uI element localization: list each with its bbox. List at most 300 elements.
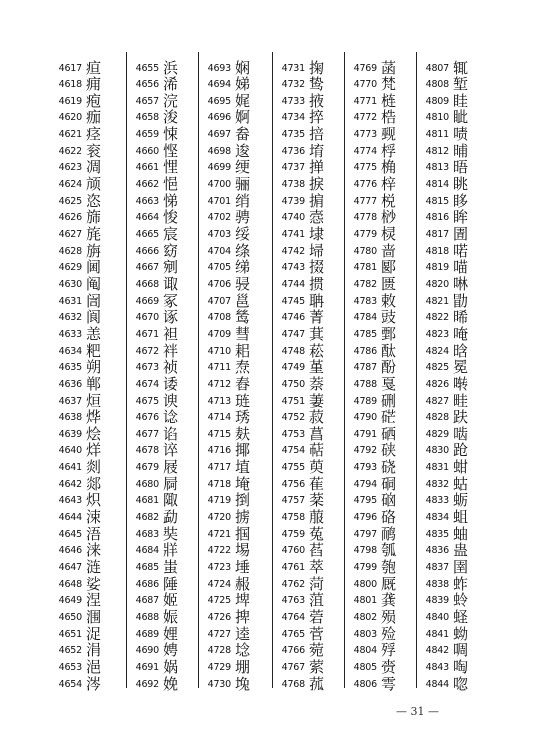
entry-number: 4837	[425, 562, 449, 573]
entry-character: 掬	[309, 58, 325, 77]
entry-character: 埸	[235, 541, 251, 560]
entry-column	[126, 52, 197, 693]
entry-number: 4639	[58, 428, 82, 440]
entry-character: 蛄	[453, 474, 469, 493]
entry-character: 圊	[453, 225, 469, 243]
entry-character: 绡	[235, 191, 251, 210]
entry-number: 4700	[207, 179, 231, 191]
entry-row	[201, 674, 250, 694]
entry-character: 颃	[86, 175, 102, 194]
entry-number: 4712	[207, 378, 231, 390]
entry-number: 4805	[353, 661, 377, 673]
entry-character: 娣	[235, 75, 251, 94]
entry-character: 琇	[235, 408, 251, 427]
entry-number: 4710	[207, 345, 231, 357]
entry-character: 屐	[163, 458, 179, 477]
entry-number: 4806	[353, 678, 377, 690]
entry-number: 4618	[58, 79, 82, 91]
entry-character: 殍	[381, 641, 397, 660]
entry-character: 勐	[163, 508, 179, 527]
entry-number: 4701	[207, 195, 231, 207]
entry-number: 4754	[281, 445, 305, 457]
entry-number: 4682	[135, 512, 159, 524]
entry-number: 4822	[425, 312, 449, 324]
entry-number: 4637	[58, 395, 82, 407]
entry-character: 掇	[309, 258, 325, 277]
entry-number: 4832	[425, 478, 449, 490]
entry-number: 4747	[281, 328, 305, 340]
entry-character: 陬	[163, 491, 179, 510]
entry-character: 娉	[163, 641, 179, 660]
entry-number: 4729	[207, 661, 231, 673]
entry-character: 宸	[163, 225, 179, 243]
entry-character: 剜	[163, 258, 179, 277]
entry-number: 4684	[135, 545, 159, 557]
entry-character: 疱	[86, 91, 102, 110]
entry-character: 啮	[453, 424, 469, 443]
entry-character: 痂	[86, 108, 102, 127]
entry-number: 4620	[58, 112, 82, 124]
entry-number: 4686	[135, 578, 159, 590]
entry-number: 4746	[281, 312, 305, 324]
entry-number: 4624	[58, 179, 82, 191]
entry-character: 梓	[381, 175, 397, 194]
entry-number: 4663	[135, 195, 159, 207]
entry-number: 4804	[353, 645, 377, 657]
entry-number: 4772	[353, 112, 377, 124]
entry-character: 菹	[309, 591, 325, 610]
entry-character: 袢	[163, 341, 179, 360]
entry-character: 琏	[235, 391, 251, 410]
entry-number: 4779	[353, 229, 377, 240]
entry-number: 4675	[135, 395, 159, 407]
entry-character: 婀	[235, 108, 251, 127]
entry-number: 4687	[135, 595, 159, 607]
entry-number: 4711	[207, 362, 231, 374]
entry-column	[272, 52, 343, 693]
entry-number: 4812	[425, 145, 449, 157]
entry-character: 勖	[453, 291, 469, 310]
entry-number: 4704	[207, 245, 231, 257]
entry-character: 赍	[381, 657, 397, 676]
entry-number: 4691	[135, 661, 159, 673]
entry-character: 瓠	[381, 541, 397, 560]
entry-character: 痉	[86, 125, 102, 144]
entry-character: 啧	[453, 125, 469, 144]
entry-character: 萁	[309, 324, 325, 343]
entry-character: 娌	[163, 624, 179, 643]
entry-character: 烨	[86, 408, 102, 427]
entry-number: 4653	[58, 661, 82, 673]
entry-character: 诼	[163, 308, 179, 327]
entry-character: 涓	[86, 641, 102, 660]
entry-number: 4694	[207, 79, 231, 91]
entry-number: 4785	[353, 328, 377, 340]
entry-number: 4751	[281, 395, 305, 407]
entry-character: 戛	[381, 374, 397, 393]
entry-character: 萘	[309, 374, 325, 393]
entry-character: 梿	[381, 91, 397, 110]
entry-number: 4839	[425, 595, 449, 607]
entry-character: 菟	[309, 524, 325, 543]
entry-number: 4763	[281, 595, 305, 607]
entry-character: 菖	[309, 424, 325, 443]
entry-character: 阃	[86, 258, 102, 277]
entry-character: 娑	[86, 574, 102, 593]
entry-number: 4632	[58, 312, 82, 324]
entry-number: 4761	[281, 562, 305, 573]
entry-number: 4656	[135, 79, 159, 91]
entry-character: 埝	[235, 641, 251, 660]
entry-number: 4760	[281, 545, 305, 557]
entry-number: 4813	[425, 162, 449, 174]
entry-character: 豉	[381, 308, 397, 327]
entry-number: 4748	[281, 345, 305, 357]
entry-number: 4628	[58, 245, 82, 257]
entry-column	[52, 52, 122, 693]
entry-character: 逵	[235, 624, 251, 643]
entry-character: 冢	[163, 291, 179, 310]
entry-number: 4630	[58, 278, 82, 290]
entry-character: 谄	[163, 424, 179, 443]
entry-number: 4679	[135, 462, 159, 474]
entry-number: 4819	[425, 262, 449, 274]
entry-number: 4787	[353, 362, 377, 374]
entry-number: 4737	[281, 162, 305, 174]
entry-character: 菪	[309, 607, 325, 626]
entry-character: 萏	[309, 541, 325, 560]
entry-number: 4625	[58, 195, 82, 207]
entry-character: 彗	[235, 324, 251, 343]
entry-character: 晞	[453, 308, 469, 327]
entry-number: 4841	[425, 628, 449, 640]
entry-character: 埵	[235, 558, 251, 576]
entry-character: 祯	[163, 358, 179, 377]
entry-character: 萑	[309, 474, 325, 493]
entry-character: 浜	[163, 58, 179, 77]
entry-character: 悛	[163, 208, 179, 227]
entry-character: 啁	[453, 641, 469, 660]
entry-number: 4693	[207, 62, 231, 74]
entry-character: 雩	[381, 674, 397, 693]
entry-character: 悝	[163, 158, 179, 177]
entry-character: 窈	[163, 241, 179, 260]
entry-number: 4743	[281, 262, 305, 274]
entry-character: 眵	[453, 191, 469, 210]
entry-number: 4696	[207, 112, 231, 124]
entry-character: 匏	[381, 558, 397, 576]
entry-character: 旄	[86, 225, 102, 243]
entry-number: 4788	[353, 378, 377, 390]
entry-number: 4642	[58, 478, 82, 490]
entry-number: 4715	[207, 428, 231, 440]
entry-number: 4826	[425, 378, 449, 390]
entry-character: 掴	[235, 524, 251, 543]
entry-number: 4758	[281, 512, 305, 524]
entry-number: 4643	[58, 495, 82, 507]
entry-number: 4738	[281, 179, 305, 191]
entry-number: 4830	[425, 445, 449, 457]
entry-character: 硗	[381, 458, 397, 477]
entry-number: 4660	[135, 145, 159, 157]
entry-character: 骎	[235, 274, 251, 293]
entry-character: 埤	[235, 591, 251, 610]
entry-number: 4818	[425, 245, 449, 257]
entry-character: 眸	[453, 208, 469, 227]
entry-character: 悭	[163, 141, 179, 160]
entry-number: 4767	[281, 661, 305, 673]
entry-character: 旃	[86, 241, 102, 260]
entry-number: 4840	[425, 611, 449, 623]
entry-character: 棂	[381, 225, 397, 243]
entry-character: 绨	[235, 258, 251, 277]
entry-character: 冕	[453, 358, 469, 377]
entry-character: 娠	[163, 607, 179, 626]
entry-character: 剡	[86, 458, 102, 477]
entry-number: 4668	[135, 278, 159, 290]
entry-number: 4816	[425, 212, 449, 224]
entry-character: 桫	[381, 208, 397, 227]
entry-number: 4844	[425, 678, 449, 690]
entry-character: 龚	[381, 591, 397, 610]
entry-number: 4734	[281, 112, 305, 124]
entry-character: 蛉	[453, 591, 469, 610]
entry-number: 4716	[207, 445, 231, 457]
entry-character: 萃	[309, 558, 325, 576]
entry-character: 阄	[86, 274, 102, 293]
entry-number: 4803	[353, 628, 377, 640]
entry-character: 阆	[86, 308, 102, 327]
entry-character: 骊	[235, 175, 251, 194]
entry-number: 4659	[135, 129, 159, 141]
entry-character: 烜	[86, 391, 102, 410]
entry-character: 邕	[235, 291, 251, 310]
entry-character: 悚	[163, 125, 179, 144]
entry-character: 鄄	[381, 324, 397, 343]
entry-number: 4809	[425, 95, 449, 107]
entry-number: 4670	[135, 312, 159, 324]
entry-number: 4702	[207, 212, 231, 224]
entry-number: 4780	[353, 245, 377, 257]
entry-character: 菘	[309, 341, 325, 360]
entry-number: 4697	[207, 129, 231, 141]
entry-character: 恙	[86, 324, 102, 343]
entry-number: 4706	[207, 278, 231, 290]
entry-character: 啬	[381, 241, 397, 260]
entry-character: 菅	[309, 624, 325, 643]
entry-number: 4713	[207, 395, 231, 407]
entry-character: 凋	[86, 158, 102, 177]
entry-number: 4807	[425, 62, 449, 74]
entry-column	[198, 52, 269, 693]
entry-number: 4759	[281, 528, 305, 540]
entry-number: 4789	[353, 395, 377, 407]
entry-number: 4728	[207, 645, 231, 657]
entry-number: 4665	[135, 229, 159, 240]
entry-character: 掊	[309, 125, 325, 144]
entry-character: 聃	[309, 291, 325, 310]
entry-character: 晤	[453, 158, 469, 177]
entry-number: 4703	[207, 229, 231, 240]
entry-character: 涅	[86, 591, 102, 610]
entry-number: 4802	[353, 611, 377, 623]
entry-number: 4705	[207, 262, 231, 274]
entry-number: 4784	[353, 312, 377, 324]
entry-number: 4623	[58, 162, 82, 174]
entry-number: 4836	[425, 545, 449, 557]
entry-character: 喏	[453, 241, 469, 260]
entry-number: 4655	[135, 62, 159, 74]
entry-character: 埯	[235, 474, 251, 493]
entry-number: 4834	[425, 512, 449, 524]
entry-number: 4796	[353, 512, 377, 524]
entry-number: 4635	[58, 362, 82, 374]
entry-number: 4671	[135, 328, 159, 340]
entry-number: 4685	[135, 562, 159, 573]
entry-character: 浚	[163, 108, 179, 127]
entry-number: 4799	[353, 562, 377, 573]
entry-character: 疸	[86, 58, 102, 77]
entry-number: 4835	[425, 528, 449, 540]
entry-character: 匮	[381, 274, 397, 293]
entry-character: 牂	[163, 541, 179, 560]
entry-number: 4681	[135, 495, 159, 507]
entry-number: 4707	[207, 295, 231, 307]
entry-number: 4718	[207, 478, 231, 490]
entry-number: 4744	[281, 278, 305, 290]
entry-character: 畚	[235, 125, 251, 144]
entry-number: 4791	[353, 428, 377, 440]
entry-character: 啉	[453, 274, 469, 293]
entry-character: 啕	[453, 657, 469, 676]
entry-number: 4742	[281, 245, 305, 257]
entry-number: 4733	[281, 95, 305, 107]
entry-character: 掳	[235, 508, 251, 527]
entry-number: 4719	[207, 495, 231, 507]
entry-character: 酚	[381, 358, 397, 377]
entry-character: 屙	[163, 474, 179, 493]
entry-character: 陲	[163, 574, 179, 593]
entry-character: 骋	[235, 208, 251, 227]
entry-number: 4833	[425, 495, 449, 507]
entry-number: 4676	[135, 412, 159, 424]
entry-number: 4735	[281, 129, 305, 141]
entry-number: 4756	[281, 478, 305, 490]
entry-number: 4768	[281, 678, 305, 690]
entry-number: 4673	[135, 362, 159, 374]
entry-number: 4631	[58, 295, 82, 307]
page-number: — 31 —	[396, 705, 439, 718]
entry-number: 4674	[135, 378, 159, 390]
entry-character: 唵	[453, 324, 469, 343]
entry-character: 郯	[86, 474, 102, 493]
entry-character: 酞	[381, 341, 397, 360]
entry-number: 4739	[281, 195, 305, 207]
entry-number: 4783	[353, 295, 377, 307]
entry-number: 4717	[207, 462, 231, 474]
entry-number: 4666	[135, 245, 159, 257]
entry-character: 娓	[235, 91, 251, 110]
entry-number: 4811	[425, 129, 449, 141]
entry-character: 掮	[309, 191, 325, 210]
entry-character: 娲	[163, 657, 179, 676]
entry-number: 4773	[353, 129, 377, 141]
entry-number: 4797	[353, 528, 377, 540]
entry-number: 4688	[135, 611, 159, 623]
entry-number: 4753	[281, 428, 305, 440]
entry-character: 浠	[163, 75, 179, 94]
entry-character: 眭	[453, 91, 469, 110]
entry-character: 堑	[453, 75, 469, 94]
entry-number: 4786	[353, 345, 377, 357]
entry-character: 晗	[453, 341, 469, 360]
entry-character: 硐	[381, 474, 397, 493]
entry-character: 堋	[235, 657, 251, 676]
entry-character: 鸶	[235, 308, 251, 327]
entry-number: 4817	[425, 229, 449, 240]
entry-number: 4648	[58, 578, 82, 590]
entry-character: 娴	[235, 58, 251, 77]
entry-number: 4795	[353, 495, 377, 507]
entry-number: 4749	[281, 362, 305, 374]
entry-character: 萜	[309, 441, 325, 460]
entry-character: 郸	[86, 374, 102, 393]
entry-character: 梵	[381, 75, 397, 94]
entry-character: 涑	[86, 508, 102, 527]
entry-number: 4790	[353, 412, 377, 424]
entry-number: 4651	[58, 628, 82, 640]
entry-character: 诹	[163, 274, 179, 293]
entry-character: 萋	[309, 391, 325, 410]
entry-number: 4720	[207, 512, 231, 524]
entry-number: 4708	[207, 312, 231, 324]
entry-number: 4724	[207, 578, 231, 590]
entry-character: 圉	[453, 558, 469, 576]
entry-number: 4667	[135, 262, 159, 274]
entry-number: 4622	[58, 145, 82, 157]
entry-character: 恣	[86, 191, 102, 210]
entry-character: 硇	[381, 491, 397, 510]
entry-character: 诿	[163, 374, 179, 393]
entry-number: 4709	[207, 328, 231, 340]
entry-character: 堇	[309, 358, 325, 377]
entry-number: 4647	[58, 562, 82, 573]
entry-character: 涠	[86, 607, 102, 626]
entry-character: 朔	[86, 358, 102, 377]
entry-character: 桷	[381, 158, 397, 177]
entry-number: 4723	[207, 562, 231, 573]
entry-character: 奘	[163, 524, 179, 543]
entry-character: 埽	[309, 241, 325, 260]
entry-number: 4619	[58, 95, 82, 107]
entry-number: 4662	[135, 179, 159, 191]
entry-number: 4736	[281, 145, 305, 157]
entry-character: 谂	[163, 408, 179, 427]
entry-character: 掖	[309, 91, 325, 110]
entry-number: 4777	[353, 195, 377, 207]
entry-character: 掸	[309, 158, 325, 177]
entry-character: 菀	[309, 641, 325, 660]
entry-number: 4636	[58, 378, 82, 390]
entry-character: 鸷	[309, 75, 325, 94]
entry-character: 粑	[86, 341, 102, 360]
entry-character: 趺	[453, 408, 469, 427]
entry-number: 4626	[58, 212, 82, 224]
entry-number: 4831	[425, 462, 449, 474]
entry-number: 4815	[425, 195, 449, 207]
entry-character: 姬	[163, 591, 179, 610]
entry-character: 殓	[381, 624, 397, 643]
